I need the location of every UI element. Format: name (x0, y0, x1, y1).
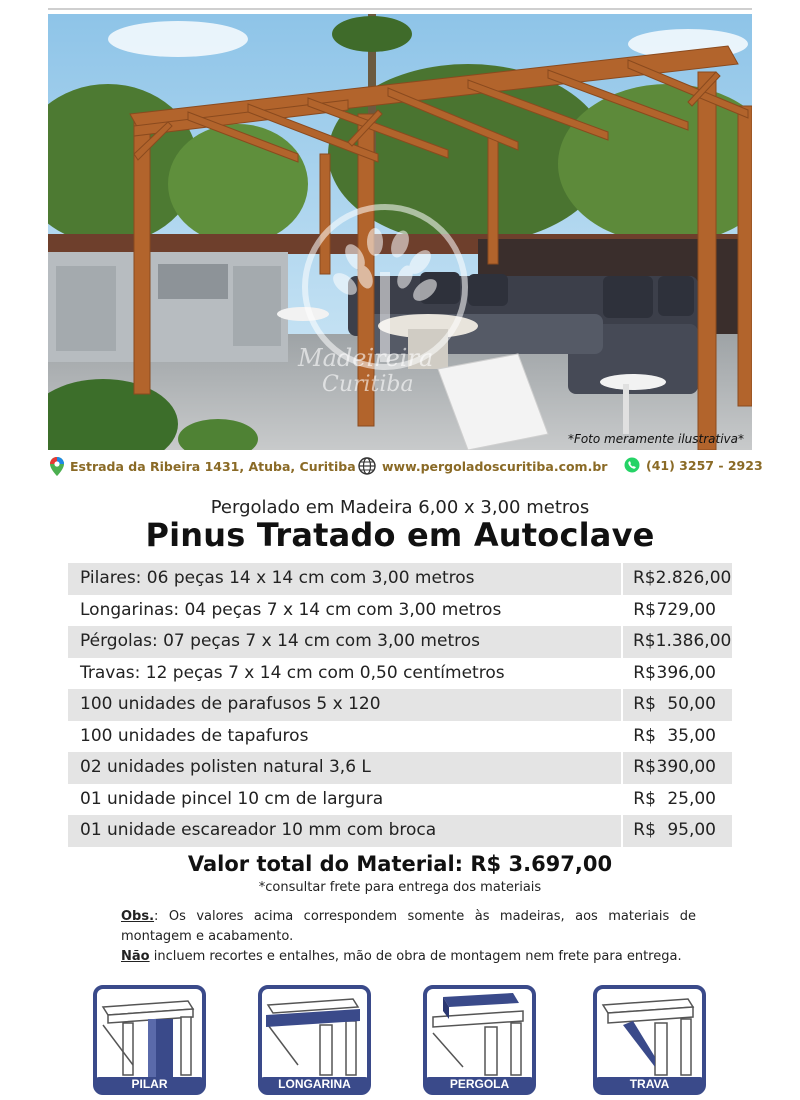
diagram-pilar (93, 985, 206, 1095)
address (50, 457, 356, 476)
currency: R$ (633, 599, 656, 620)
watermark-text-1: Madeireira (298, 344, 434, 372)
table-row (68, 815, 732, 847)
item-value (623, 595, 732, 627)
whatsapp-icon (624, 457, 640, 473)
table-row (68, 752, 732, 784)
page-title: Pinus Tratado em Autoclave (145, 516, 655, 554)
table-row (68, 595, 732, 627)
subtitle: Pergolado em Madeira 6,00 x 3,00 metros (210, 497, 590, 518)
observations (121, 907, 696, 967)
item-description: 100 unidades de tapafuros (68, 721, 623, 753)
amount: 35,00 (667, 725, 716, 746)
item-value (623, 815, 732, 847)
amount: 396,00 (656, 662, 716, 683)
website-text[interactable]: www.pergoladoscuritiba.com.br (382, 458, 608, 474)
currency: R$ (633, 788, 656, 809)
amount: 25,00 (667, 788, 716, 809)
item-description: Pilares: 06 peças 14 x 14 cm com 3,00 metros (68, 563, 623, 595)
amount: 729,00 (656, 599, 716, 620)
nao-label: Não (121, 949, 150, 964)
phone[interactable] (624, 457, 763, 473)
obs-label: Obs. (121, 909, 155, 924)
item-description: Pérgolas: 07 peças 7 x 14 cm com 3,00 metros (68, 626, 623, 658)
currency: R$ (633, 631, 656, 651)
currency: R$ (633, 662, 656, 683)
hero-photo (48, 14, 752, 450)
table-row (68, 658, 732, 690)
item-value (623, 563, 732, 595)
amount: 2.826,00 (655, 568, 732, 588)
nao-text: incluem recortes e entalhes, mão de obra de montagem nem frete para entrega. (149, 949, 682, 964)
item-value (623, 721, 732, 753)
item-description: Travas: 12 peças 7 x 14 cm com 0,50 centímetros (68, 658, 623, 690)
amount: 50,00 (667, 694, 716, 714)
table-row (68, 626, 732, 658)
currency: R$ (633, 568, 656, 588)
table-row (68, 721, 732, 753)
amount: 1.386,00 (655, 631, 732, 651)
item-description: 02 unidades polisten natural 3,6 L (68, 752, 623, 784)
item-description: 100 unidades de parafusos 5 x 120 (68, 689, 623, 721)
item-value (623, 626, 732, 658)
total-value: Valor total do Material: R$ 3.697,00 (187, 852, 613, 876)
diagram-pergola (423, 985, 536, 1095)
currency: R$ (633, 694, 656, 714)
diagram-label: PILAR (131, 1077, 168, 1091)
map-pin-icon (50, 457, 64, 476)
item-description: Longarinas: 04 peças 7 x 14 cm com 3,00 metros (68, 595, 623, 627)
contact-bar (48, 455, 763, 479)
amount: 95,00 (667, 820, 716, 840)
obs-text: : Os valores acima correspondem somente às madeiras, aos materiais de montagem e acabamento. (121, 909, 696, 944)
item-value (623, 752, 732, 784)
currency: R$ (633, 820, 656, 840)
item-value (623, 784, 732, 816)
item-description: 01 unidade escareador 10 mm com broca (68, 815, 623, 847)
diagram-longarina (258, 985, 371, 1095)
website[interactable] (358, 457, 607, 475)
photo-note: *Foto meramente ilustrativa* (567, 432, 744, 446)
item-value (623, 689, 732, 721)
frete-note: *consultar frete para entrega dos materiais (258, 880, 542, 895)
watermark-text-2: Curitiba (322, 372, 414, 397)
table-row (68, 784, 732, 816)
currency: R$ (633, 757, 656, 777)
globe-icon (358, 457, 376, 475)
item-description: 01 unidade pincel 10 cm de largura (68, 784, 623, 816)
amount: 390,00 (656, 757, 716, 777)
diagram-label: LONGARINA (278, 1077, 351, 1091)
diagram-trava (593, 985, 706, 1095)
diagram-label: TRAVA (629, 1077, 670, 1091)
table-row (68, 689, 732, 721)
item-value (623, 658, 732, 690)
address-text: Estrada da Ribeira 1431, Atuba, Curitiba (70, 459, 356, 474)
phone-text[interactable]: (41) 3257 - 2923 (646, 457, 763, 473)
price-table (68, 563, 732, 847)
diagram-label: PERGOLA (449, 1077, 510, 1091)
top-rule (48, 8, 752, 10)
table-row (68, 563, 732, 595)
currency: R$ (633, 725, 656, 746)
